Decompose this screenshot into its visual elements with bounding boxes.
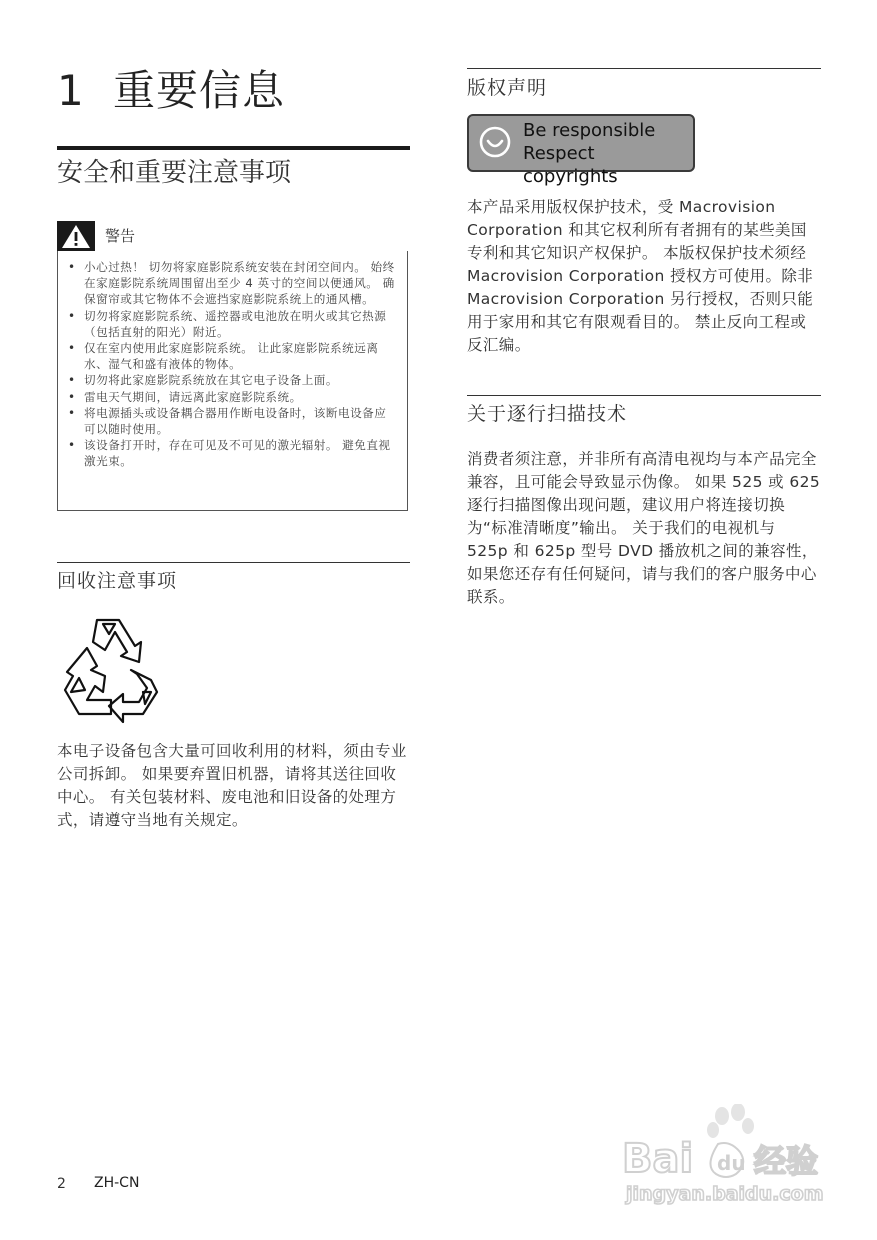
progressive-divider	[467, 395, 821, 396]
warning-item: • 切勿将家庭影院系统、遥控器或电池放在明火或其它热源（包括直射的阳光）附近。	[84, 308, 397, 340]
badge-line-2: Respect copyrights	[523, 143, 618, 187]
warning-list	[58, 251, 407, 470]
warning-icon	[57, 221, 95, 251]
warning-item: • 切勿将此家庭影院系统放在其它电子设备上面。	[84, 372, 397, 388]
warning-item: • 该设备打开时，存在可见及不可见的激光辐射。 避免直视激光束。	[84, 437, 397, 469]
warning-item: • 雷电天气期间，请远离此家庭影院系统。	[84, 389, 397, 405]
svg-text:du: du	[717, 1151, 746, 1175]
warning-label: 警告	[105, 227, 136, 245]
warning-item: • 仅在室内使用此家庭影院系统。 让此家庭影院系统远离水、湿气和盛有液体的物体。	[84, 340, 397, 372]
watermark-brand: Bai	[622, 1136, 694, 1182]
warning-item: • 小心过热！ 切勿将家庭影院系统安装在封闭空间内。 始终在家庭影院系统周围留出至少 4 英寸的空间以便通风。 确保窗帘或其它物体不会遮挡家庭影院系统上的通风槽。	[84, 259, 397, 308]
paw-icon	[710, 1143, 745, 1177]
recycling-text: 本电子设备包含大量可回收利用的材料，须由专业公司拆卸。 如果要弃置旧机器，请将其送往回收中心。 有关包装材料、废电池和旧设备的处理方式，请遵守当地有关规定。	[57, 742, 407, 829]
recycling-section-title: 回收注意事项	[57, 570, 178, 592]
smile-icon	[479, 126, 511, 158]
copyright-section-title: 版权声明	[467, 77, 548, 99]
copyright-text: 本产品采用版权保护技术，受 Macrovision Corporation 和其它权利所有者拥有的某些美国 专利和其它知识产权保护。 本版权保护技术须经 Macrovision Corporation 授权方可使用。除非 Macrovision Corporation 另行授权，否则只能用于家用和其它有限观看目的。 禁止反向工程或反汇编。	[467, 198, 814, 354]
chapter-title	[57, 58, 285, 118]
progressive-section-title: 关于逐行扫描技术	[467, 403, 628, 425]
page-number: 2	[57, 1176, 66, 1192]
safety-section-title: 安全和重要注意事项	[57, 158, 292, 188]
chapter-title-text: 重要信息	[113, 66, 286, 115]
warning-header	[57, 221, 410, 251]
copyright-badge	[467, 114, 695, 187]
recycle-icon	[57, 614, 161, 726]
language-code: ZH-CN	[94, 1175, 140, 1191]
badge-text	[523, 119, 693, 188]
copyright-divider	[467, 68, 821, 69]
warning-box	[57, 251, 408, 511]
chapter-divider	[57, 146, 410, 150]
recycling-divider	[57, 562, 410, 563]
baidu-watermark	[618, 1104, 828, 1208]
warning-item: • 将电源插头或设备耦合器用作断电设备时，该断电设备应可以随时使用。	[84, 405, 397, 437]
watermark-brand-cn: 经验	[754, 1142, 819, 1180]
watermark-url: jingyan.baidu.com	[626, 1183, 824, 1205]
chapter-number: 1	[57, 66, 85, 115]
progressive-text: 消费者须注意，并非所有高清电视均与本产品完全兼容，且可能会导致显示伪像。 如果 525 或 625 逐行扫描图像出现问题，建议用户将连接切换为“标准清晰度”输出。 关于我们的电视机与 525p 和 625p 型号 DVD 播放机之间的兼容性，如果您还存有任何疑问，请与我们的客户服务中心联系。	[467, 450, 821, 606]
badge-line-1: Be responsible	[523, 120, 656, 141]
